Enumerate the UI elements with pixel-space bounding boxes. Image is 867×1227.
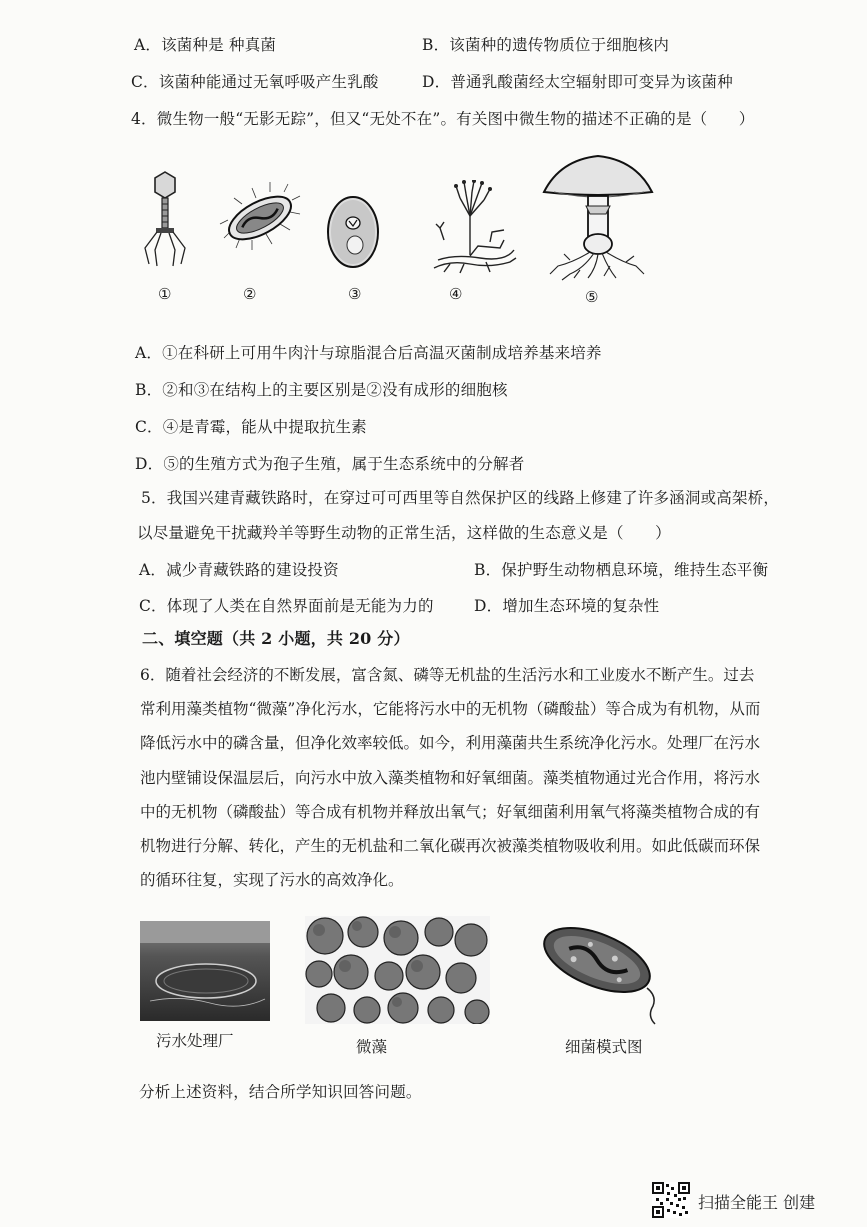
q5-option-b: B．保护野生动物栖息环境，维持生态平衡 — [474, 561, 769, 579]
figure-label-5: ⑤ — [585, 288, 599, 306]
q3-option-c: C．该菌种能通过无氧呼吸产生乳酸 — [131, 73, 379, 91]
q6-prompt: 分析上述资料，结合所学知识回答问题。 — [139, 1083, 422, 1101]
caption-sewage-plant: 污水处理厂 — [156, 1032, 234, 1050]
q5-stem-line1: 5．我国兴建青藏铁路时，在穿过可可西里等自然保护区的线路上修建了许多涵洞或高架桥， — [141, 489, 780, 507]
q6-line: 常利用藻类植物“微藻”净化污水，它能将污水中的无机物（磷酸盐）等合成为有机物，从而 — [140, 700, 761, 719]
q3-option-b: B．该菌种的遗传物质位于细胞核内 — [422, 36, 670, 54]
q4-stem: 4．微生物一般“无影无踪”，但又“无处不在”。有关图中微生物的描述不正确的是（ ） — [131, 110, 755, 128]
virus-icon — [135, 168, 195, 273]
q6-line: 降低污水中的磷含量，但净化效率较低。如今，利用藻菌共生系统净化污水。处理厂在污水 — [140, 734, 761, 753]
microalgae-photo — [305, 916, 490, 1024]
section-title: 二、填空题（共 2 小题，共 20 分） — [142, 629, 410, 648]
caption-bacterium-model: 细菌模式图 — [565, 1038, 643, 1056]
q3-option-d: D．普通乳酸菌经太空辐射即可变异为该菌种 — [422, 73, 733, 91]
bacterium-model-illustration — [535, 918, 670, 1028]
yeast-cell-icon — [325, 193, 381, 271]
q3-option-a: A．该菌种是 种真菌 — [134, 36, 277, 54]
q5-option-a: A．减少青藏铁路的建设投资 — [139, 561, 339, 579]
q5-option-d: D．增加生态环境的复杂性 — [474, 597, 660, 615]
q6-line: 机物进行分解、转化，产生的无机盐和二氧化碳再次被藻类植物吸收利用。如此低碳而环保 — [140, 836, 761, 855]
scanner-watermark — [650, 1180, 860, 1220]
q4-option-a: A．①在科研上可用牛肉汁与琼脂混合后高温灭菌制成培养基来培养 — [135, 344, 602, 362]
q4-option-b: B．②和③在结构上的主要区别是②没有成形的细胞核 — [135, 381, 508, 399]
q6-line: 6．随着社会经济的不断发展，富含氮、磷等无机盐的生活污水和工业废水不断产生。过去 — [140, 666, 755, 684]
q5-stem-line2: 以尽量避免干扰藏羚羊等野生动物的正常生活，这样做的生态意义是（ ） — [137, 524, 671, 542]
caption-microalgae: 微藻 — [356, 1038, 388, 1056]
sewage-plant-photo — [140, 921, 270, 1021]
q6-paragraph — [140, 658, 780, 897]
mushroom-icon — [540, 152, 655, 282]
penicillium-icon — [430, 180, 520, 275]
figure-label-1: ① — [158, 285, 172, 303]
q4-option-d: D．⑤的生殖方式为孢子生殖，属于生态系统中的分解者 — [135, 455, 525, 473]
q4-option-c: C．④是青霉，能从中提取抗生素 — [135, 418, 367, 436]
q6-line: 的循环往复，实现了污水的高效净化。 — [140, 871, 404, 890]
q6-line: 中的无机物（磷酸盐）等合成有机物并释放出氧气；好氧细菌利用氧气将藻类植物合成的有 — [140, 802, 761, 821]
figure-label-4: ④ — [449, 285, 463, 303]
bacterium-icon — [218, 180, 303, 255]
q6-line: 池内壁铺设保温层后，向污水中放入藻类植物和好氧细菌。藻类植物通过光合作用，将污水 — [140, 768, 761, 787]
figure-label-2: ② — [243, 285, 257, 303]
qr-code-icon — [652, 1182, 690, 1218]
q5-option-c: C．体现了人类在自然界面前是无能为力的 — [139, 597, 434, 615]
figure-label-3: ③ — [348, 285, 362, 303]
watermark-text: 扫描全能王 创建 — [698, 1193, 816, 1212]
